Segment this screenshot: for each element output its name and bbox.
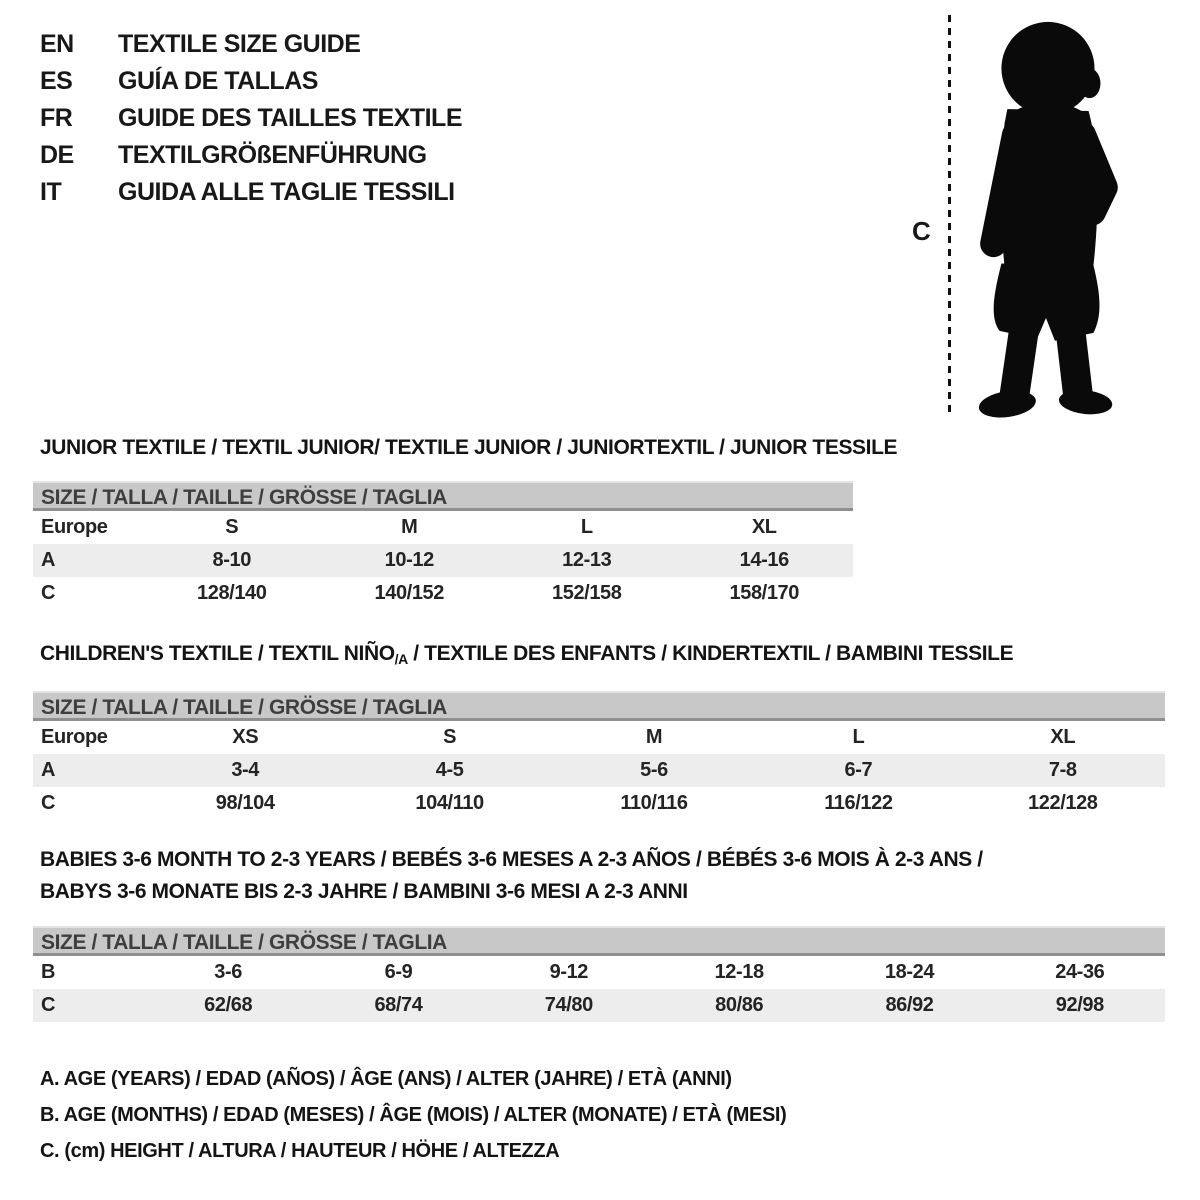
row-label: C <box>41 792 56 814</box>
table-row <box>33 956 1165 989</box>
size-cell: 116/122 <box>824 792 893 814</box>
row-label: Europe <box>41 726 108 748</box>
size-cell: 5-6 <box>640 759 668 781</box>
children-title-subscript: /A <box>394 651 408 667</box>
size-cell: 12-18 <box>714 961 764 983</box>
row-label: Europe <box>41 516 108 538</box>
size-cell: 62/68 <box>204 994 253 1016</box>
language-code: EN <box>40 30 74 58</box>
size-cell: XL <box>751 516 777 538</box>
language-code: ES <box>40 67 73 95</box>
size-cell: 12-13 <box>562 549 612 571</box>
size-cell: 7-8 <box>1048 759 1077 781</box>
size-cell: 152/158 <box>552 582 622 604</box>
junior-size-table <box>33 481 853 610</box>
children-section-title <box>40 642 1013 667</box>
table-row <box>33 787 1165 820</box>
size-cell: 128/140 <box>197 582 267 604</box>
legend-age-years: A. AGE (YEARS) / EDAD (AÑOS) / ÂGE (ANS) / ALTER (JAHRE) / ETÀ (ANNI) <box>40 1068 732 1090</box>
junior-table-rows <box>33 511 853 610</box>
row-label: C <box>41 582 56 604</box>
guide-title-en: TEXTILE SIZE GUIDE <box>118 30 361 58</box>
height-dashed-line <box>948 15 951 417</box>
guide-title-it: GUIDA ALLE TAGLIE TESSILI <box>118 178 455 206</box>
children-title-rest: / TEXTILE DES ENFANTS / KINDERTEXTIL / BAMBINI TESSILE <box>407 642 1014 665</box>
size-cell: 92/98 <box>1055 994 1104 1016</box>
size-header-bar: SIZE / TALLA / TAILLE / GRÖSSE / TAGLIA <box>33 691 1165 721</box>
table-row <box>33 989 1165 1022</box>
size-cell: XL <box>1050 726 1076 748</box>
size-cell: 74/80 <box>544 994 593 1016</box>
table-row <box>33 754 1165 787</box>
babies-size-table <box>33 926 1165 1022</box>
size-cell: 3-4 <box>231 759 260 781</box>
toddler-silhouette-icon <box>955 14 1135 420</box>
size-cell: S <box>443 726 457 748</box>
language-code: IT <box>40 178 62 206</box>
language-row-fr <box>40 100 462 137</box>
size-cell: 18-24 <box>884 961 935 983</box>
size-header-bar: SIZE / TALLA / TAILLE / GRÖSSE / TAGLIA <box>33 926 1165 956</box>
language-row-de <box>40 137 462 174</box>
legend-height-cm: C. (cm) HEIGHT / ALTURA / HAUTEUR / HÖHE / ALTEZZA <box>40 1140 560 1162</box>
size-cell: 24-36 <box>1055 961 1105 983</box>
language-row-es <box>40 63 462 100</box>
size-cell: M <box>401 516 418 538</box>
children-table-rows <box>33 721 1165 820</box>
size-cell: 80/86 <box>715 994 764 1016</box>
size-cell: L <box>852 726 865 748</box>
size-cell: 6-9 <box>384 961 413 983</box>
size-cell: S <box>225 516 239 538</box>
babies-section-title-line2: BABYS 3-6 MONATE BIS 2-3 JAHRE / BAMBINI 3-6 MESI A 2-3 ANNI <box>40 880 688 903</box>
size-header-bar: SIZE / TALLA / TAILLE / GRÖSSE / TAGLIA <box>33 481 853 511</box>
size-cell: 140/152 <box>374 582 444 604</box>
language-row-it <box>40 174 462 211</box>
guide-title-de: TEXTILGRÖßENFÜHRUNG <box>118 141 427 169</box>
guide-title-fr: GUIDE DES TAILLES TEXTILE <box>118 104 463 132</box>
size-cell: 86/92 <box>885 994 934 1016</box>
language-code: FR <box>40 104 73 132</box>
table-row <box>33 577 853 610</box>
language-code: DE <box>40 141 74 169</box>
junior-section-title: JUNIOR TEXTILE / TEXTIL JUNIOR/ TEXTILE JUNIOR / JUNIORTEXTIL / JUNIOR TESSILE <box>40 436 898 459</box>
children-size-table <box>33 691 1165 820</box>
size-cell: 6-7 <box>844 759 873 781</box>
height-measure-label: C <box>912 216 931 246</box>
size-cell: 68/74 <box>374 994 423 1016</box>
language-title-list <box>40 26 462 211</box>
size-cell: 8-10 <box>212 549 251 571</box>
size-cell: 14-16 <box>739 549 789 571</box>
babies-table-rows <box>33 956 1165 1022</box>
size-cell: 158/170 <box>729 582 799 604</box>
row-label: C <box>41 994 56 1016</box>
language-row-en <box>40 26 462 63</box>
size-cell: XS <box>232 726 259 748</box>
size-cell: M <box>645 726 663 748</box>
children-title-main: CHILDREN'S TEXTILE / TEXTIL NIÑO <box>40 642 395 665</box>
size-cell: 9-12 <box>549 961 589 983</box>
row-label: A <box>41 549 56 571</box>
size-cell: 10-12 <box>384 549 434 571</box>
size-cell: L <box>580 516 593 538</box>
size-cell: 104/110 <box>415 792 484 814</box>
row-label: A <box>41 759 56 781</box>
table-row <box>33 511 853 544</box>
table-row <box>33 544 853 577</box>
size-cell: 3-6 <box>214 961 243 983</box>
size-cell: 110/116 <box>620 792 688 814</box>
size-cell: 4-5 <box>435 759 464 781</box>
babies-section-title-line1: BABIES 3-6 MONTH TO 2-3 YEARS / BEBÉS 3-6 MESES A 2-3 AÑOS / BÉBÉS 3-6 MOIS À 2-3 ANS / <box>40 848 983 871</box>
size-cell: 98/104 <box>215 792 275 814</box>
legend-age-months: B. AGE (MONTHS) / EDAD (MESES) / ÂGE (MOIS) / ALTER (MONATE) / ETÀ (MESI) <box>40 1104 787 1126</box>
size-cell: 122/128 <box>1028 792 1098 814</box>
table-row <box>33 721 1165 754</box>
guide-title-es: GUÍA DE TALLAS <box>118 67 318 95</box>
row-label: B <box>41 961 56 983</box>
